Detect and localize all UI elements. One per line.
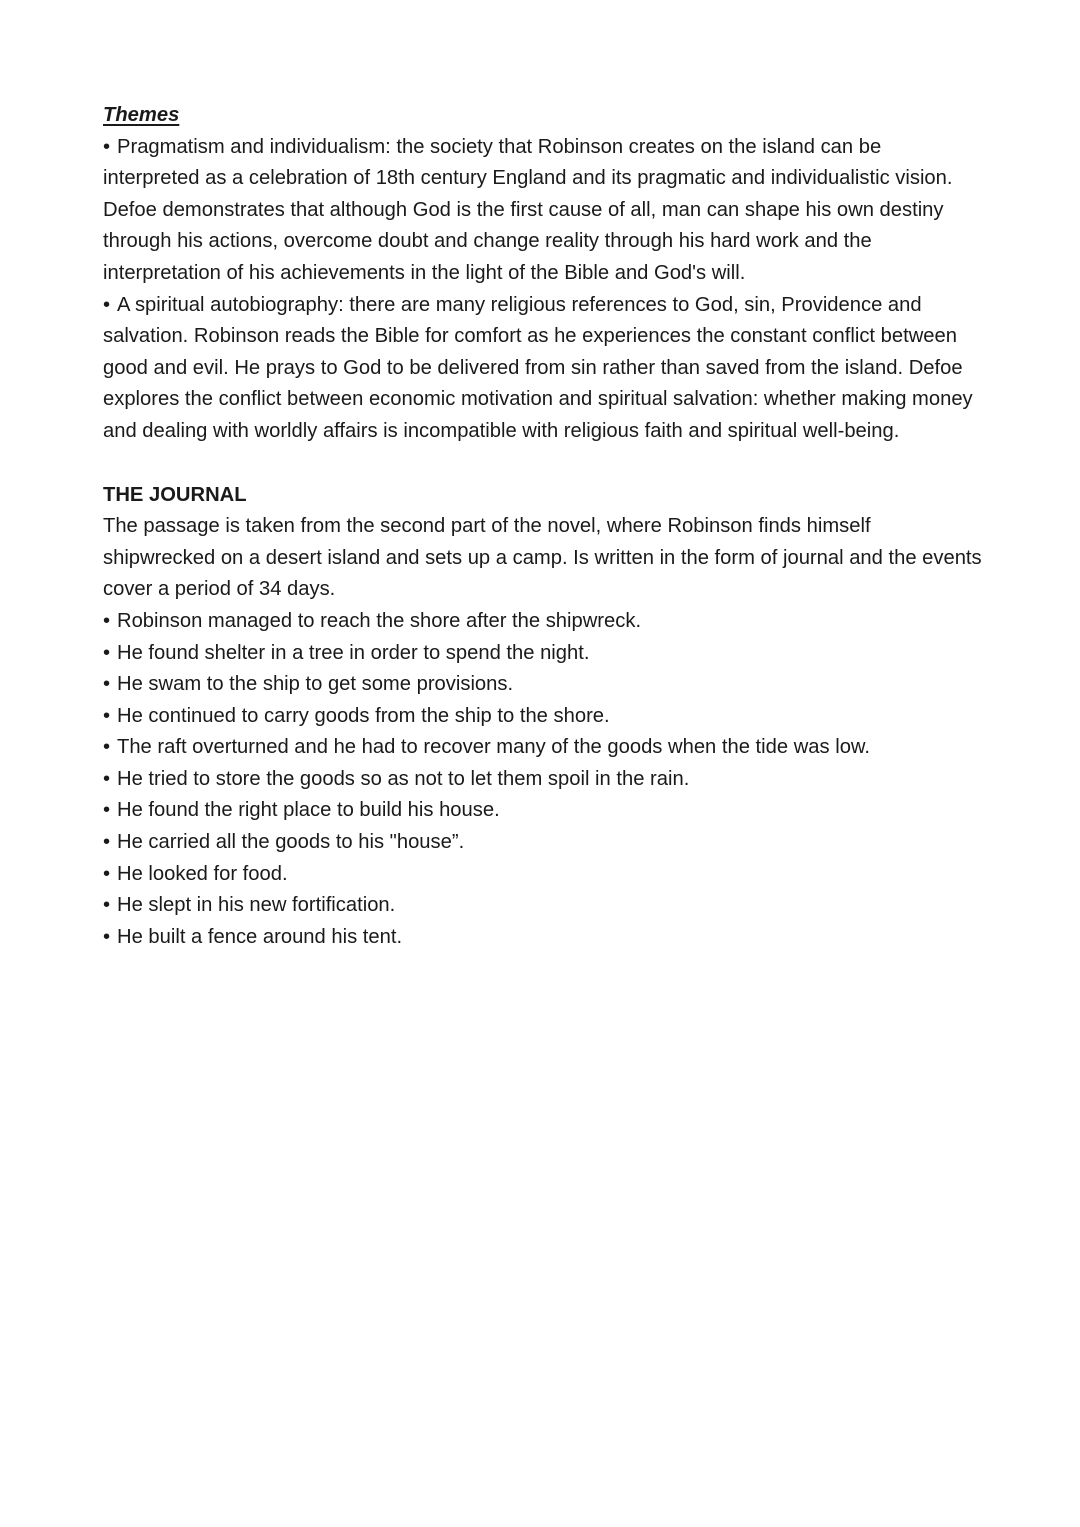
list-item: • He continued to carry goods from the ship to the shore.	[103, 701, 983, 733]
themes-bullet-spiritual: • A spiritual autobiography: there are many religious references to God, sin, Providence and salvation. Robinson reads the Bible for comfort as he experiences the constant conflict between good and evil. He prays to God to be delivered from sin rather than saved from the island. Defoe explores the conflict between economic motivation and spiritual salvation: whether making money and dealing with worldly affairs is incompatible with religious faith and spiritual well-being.	[103, 290, 983, 448]
list-item: • He found the right place to build his house.	[103, 795, 983, 827]
list-item: • He slept in his new fortification.	[103, 890, 983, 922]
bullet-glyph: •	[103, 862, 111, 885]
journal-events-list	[103, 606, 983, 954]
list-item: • The raft overturned and he had to recover many of the goods when the tide was low.	[103, 732, 983, 764]
themes-heading: Themes	[103, 104, 180, 126]
list-item: • He tried to store the goods so as not to let them spoil in the rain.	[103, 764, 983, 796]
bullet-glyph: •	[103, 894, 111, 917]
bullet-glyph: •	[103, 673, 111, 696]
bullet-glyph: •	[103, 135, 111, 158]
list-item: • He carried all the goods to his "house”.	[103, 827, 983, 859]
bullet-glyph: •	[103, 831, 111, 854]
bullet-glyph: •	[103, 609, 111, 632]
list-item: • He built a fence around his tent.	[103, 922, 983, 954]
document-page	[103, 100, 983, 953]
list-item: • He swam to the ship to get some provisions.	[103, 669, 983, 701]
bullet-glyph: •	[103, 799, 111, 822]
bullet-glyph: •	[103, 293, 111, 316]
journal-heading: THE JOURNAL	[103, 483, 247, 506]
journal-intro: The passage is taken from the second part of the novel, where Robinson finds himself shipwrecked on a desert island and sets up a camp. Is written in the form of journal and the events cover a period of 34 days.	[103, 515, 982, 601]
bullet-glyph: •	[103, 767, 111, 790]
themes-bullet-pragmatism: • Pragmatism and individualism: the society that Robinson creates on the island can be interpreted as a celebration of 18th century England and its pragmatic and individualistic vision. Defoe demonstrates that although God is the first cause of all, man can shape his own destiny through his actions, overcome doubt and change reality through his hard work and the interpretation of his achievements in the light of the Bible and God's will.	[103, 132, 983, 290]
list-item: • He looked for food.	[103, 859, 983, 891]
section-gap	[103, 448, 983, 480]
bullet-glyph: •	[103, 641, 111, 664]
bullet-glyph: •	[103, 925, 111, 948]
list-item: • He found shelter in a tree in order to spend the night.	[103, 638, 983, 670]
bullet-glyph: •	[103, 704, 111, 727]
bullet-glyph: •	[103, 736, 111, 759]
list-item: • Robinson managed to reach the shore after the shipwreck.	[103, 606, 983, 638]
